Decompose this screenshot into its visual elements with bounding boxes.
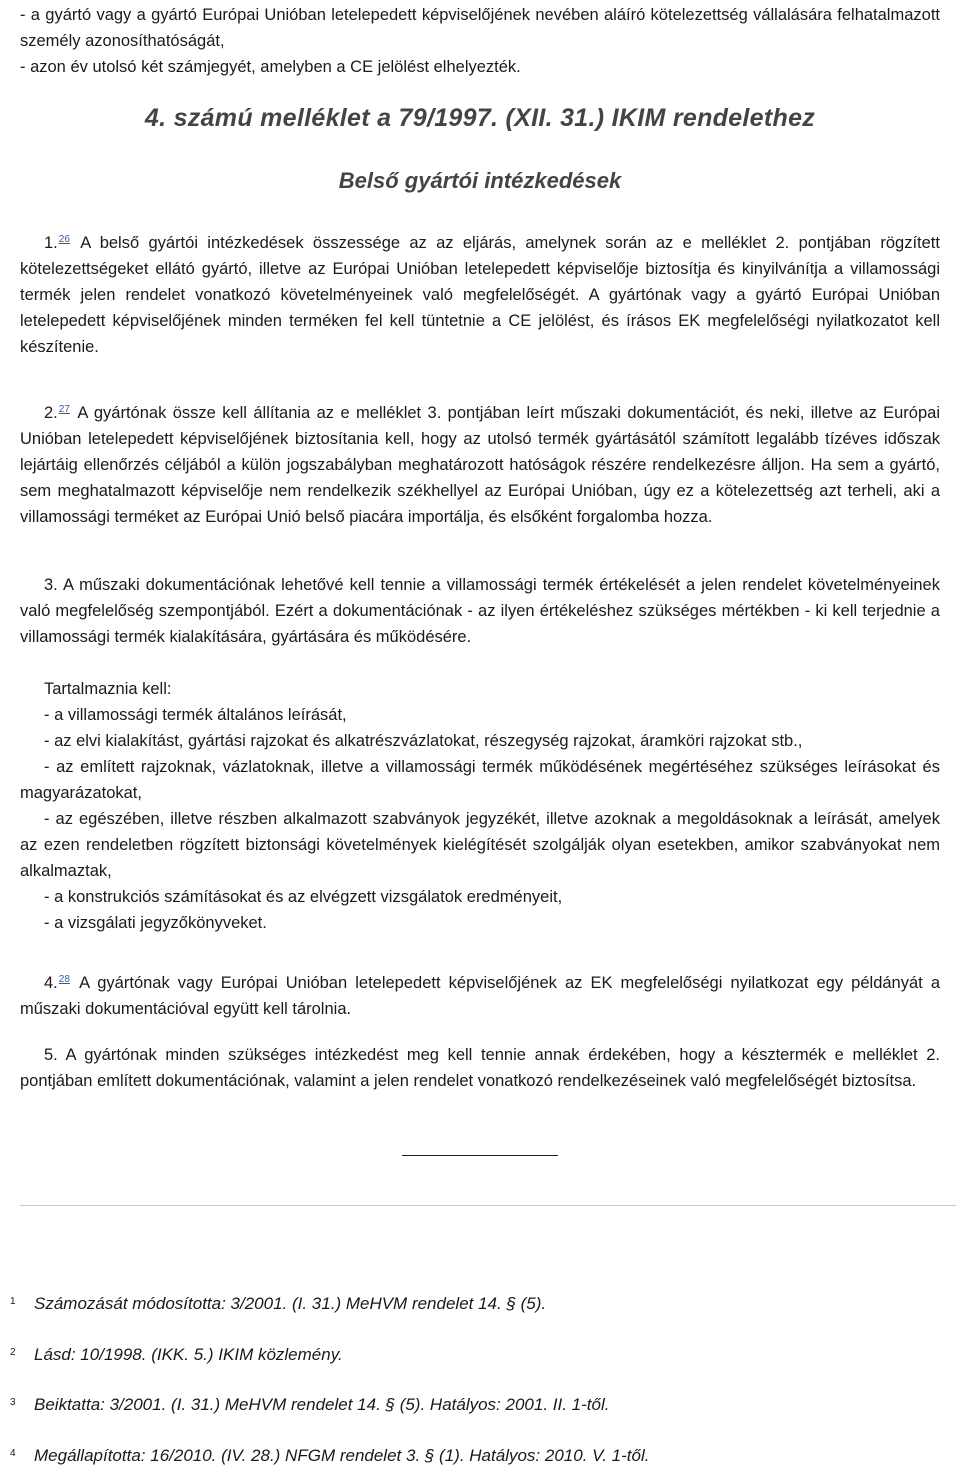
footnote-text: Megállapította: 16/2010. (IV. 28.) NFGM rendelet 3. § (1). Hatályos: 2010. V. 1-től. — [34, 1446, 650, 1465]
section-5 — [20, 1042, 940, 1094]
footnote-number: 3 — [10, 1397, 16, 1408]
contents-label: Tartalmaznia kell: — [44, 680, 172, 698]
section-text: A gyártónak össze kell állítania az e melléklet 3. pontjában leírt műszaki dokumentációt, és neki, illetve az Európai Unióban letelepedett képviselőjének biztosítania kell, hogy az utolsó termék gyártásától számított legalább tízéves időszak lejártáig ellenőrzés céljából a külön jogszabályban meghatározott hatóságok részére rendelkezésre álljon. Ha sem a gyártó, sem meghatalmazott képviselője nem rendelkezik székhellyel az Európai Unióban, úgy ez a kötelezettség azt terheli, aki a villamossági terméket az Európai Unió belső piacára importálja, és elsőként forgalomba hozza. — [20, 404, 940, 526]
list-item: - a villamossági termék általános leírását, — [44, 706, 347, 724]
section-3 — [20, 572, 940, 650]
footnote-number: 4 — [10, 1448, 16, 1459]
section-text: A gyártónak vagy Európai Unióban letelepedett képviselőjének az EK megfelelőségi nyilatkozat egy példányát a műszaki dokumentációval együtt kell tárolnia. — [20, 974, 941, 1018]
footnote-separator — [20, 1205, 956, 1206]
intro-item-2: - azon év utolsó két számjegyét, amelyben a CE jelölést elhelyezték. — [20, 58, 521, 76]
footnote-1 — [10, 1290, 930, 1316]
contents-list — [20, 676, 940, 936]
footnote-2 — [10, 1341, 930, 1367]
footnote-text: Számozását módosította: 3/2001. (I. 31.) MeHVM rendelet 14. § (5). — [34, 1294, 547, 1313]
section-number: 1. — [44, 234, 58, 252]
section-text: A műszaki dokumentációnak lehetővé kell tennie a villamossági termék értékelését a jelen rendelet követelményeinek való megfelelőség szempontjából. Ezért a dokumentációnak - az ilyen értékeléshez szükséges mértékben - ki kell terjednie a villamossági termék kialakítására, gyártására és működésére. — [20, 576, 940, 646]
list-item: - az említett rajzoknak, vázlatoknak, illetve a villamossági termék működésének megértéséhez szükséges leírásokat és magyarázatokat, — [20, 758, 940, 802]
section-2 — [20, 400, 940, 530]
list-item: - a konstrukciós számításokat és az elvégzett vizsgálatok eredményeit, — [44, 888, 563, 906]
footnote-text: Lásd: 10/1998. (IKK. 5.) IKIM közlemény. — [34, 1345, 343, 1364]
annex-subtitle: Belső gyártói intézkedések — [338, 168, 622, 193]
section-text: A gyártónak minden szükséges intézkedést meg kell tennie annak érdekében, hogy a késztermék e melléklet 2. pontjában említett dokumentációnak, valamint a jelen rendelet vonatkozó rendelkezéseinek való megfelelőségét biztosítsa. — [20, 1046, 940, 1090]
footnote-number: 1 — [10, 1296, 16, 1307]
section-end-divider — [402, 1155, 558, 1156]
footnote-ref-link[interactable]: 27 — [58, 404, 70, 415]
footnote-4 — [10, 1442, 930, 1468]
list-item: - az elvi kialakítást, gyártási rajzokat és alkatrészvázlatokat, részegység rajzokat, áramköri rajzokat stb., — [44, 732, 803, 750]
section-number: 3. — [44, 576, 58, 594]
footnote-text: Beiktatta: 3/2001. (I. 31.) MeHVM rendelet 14. § (5). Hatályos: 2001. II. 1-től. — [34, 1395, 610, 1414]
annex-title: 4. számú melléklet a 79/1997. (XII. 31.) IKIM rendelethez — [144, 104, 816, 132]
list-item: - a vizsgálati jegyzőkönyveket. — [44, 914, 267, 932]
footnote-3 — [10, 1391, 930, 1417]
section-1 — [20, 230, 940, 360]
section-number: 2. — [44, 404, 58, 422]
footnote-number: 2 — [10, 1347, 16, 1358]
section-4 — [20, 970, 940, 1022]
section-number: 5. — [44, 1046, 58, 1064]
footnote-ref-link[interactable]: 26 — [58, 234, 70, 245]
section-text: A belső gyártói intézkedések összessége az az eljárás, amelynek során az e melléklet 2. pontjában rögzített kötelezettségeket ellátó gyártó, illetve az Európai Unióban letelepedett képviselője biztosítja és kinyilvánítja a villamossági termék jelen rendelet vonatkozó követelményeinek való megfelelőségét. A gyártónak vagy a gyártó Európai Unióban letelepedett képviselőjének minden terméken fel kell tüntetnie a CE jelölést, és írásos EK megfelelőségi nyilatkozatot kell készítenie. — [20, 234, 940, 356]
footnote-ref-link[interactable]: 28 — [58, 974, 70, 985]
section-number: 4. — [44, 974, 58, 992]
intro-item-1: - a gyártó vagy a gyártó Európai Unióban letelepedett képviselőjének nevében aláíró kötelezettség vállalására felhatalmazott személy azonosíthatóságát, — [20, 6, 940, 50]
list-item: - az egészében, illetve részben alkalmazott szabványok jegyzékét, illetve azoknak a megoldásoknak a leírását, amelyek az ezen rendeletben rögzített biztonsági követelmények kielégítését szolgálják olyan esetekben, amikor szabványokat nem alkalmaztak, — [20, 810, 940, 880]
